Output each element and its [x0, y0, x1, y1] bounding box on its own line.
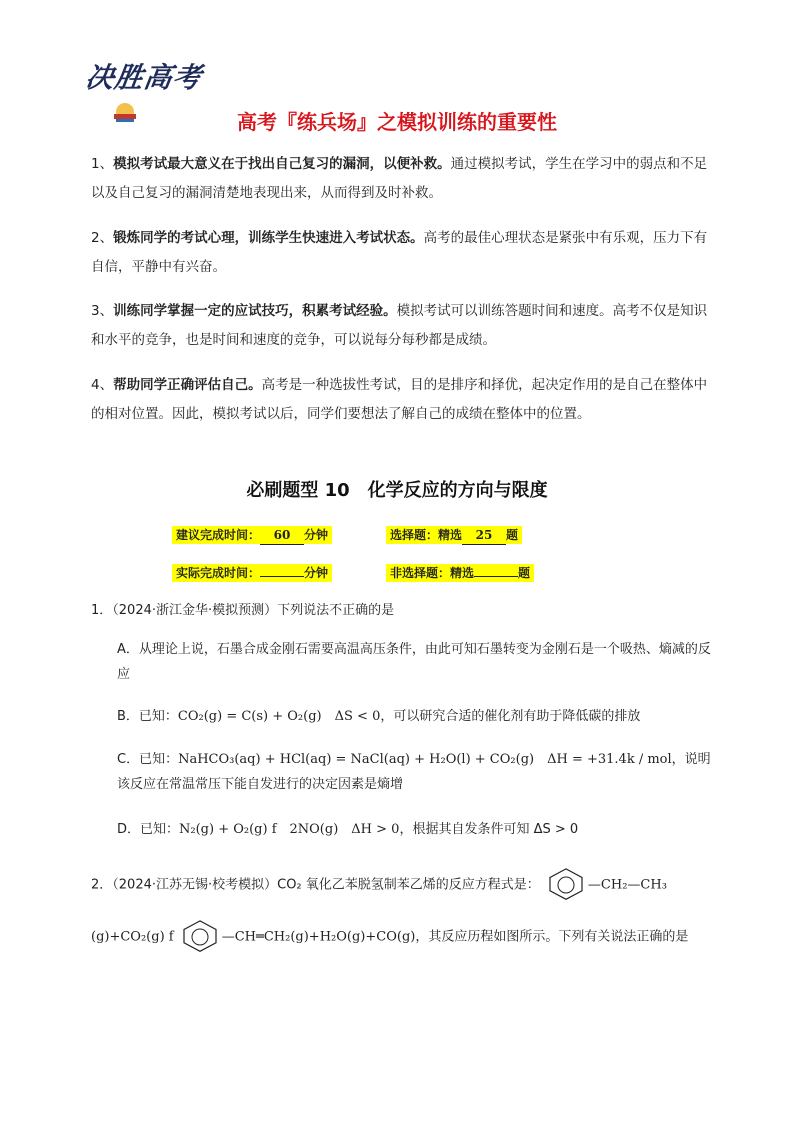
benzene-ring-icon [544, 868, 588, 902]
question-1-option-b: B．已知：CO₂(g) = C(s) + O₂(g) ΔS < 0，可以研究合适的催化剂有助于降低碳的排放 [117, 709, 641, 724]
question-1-option-c: C．已知：NaHCO₃(aq) + HCl(aq) = NaCl(aq) + H₂O(l) + CO₂(g) ΔH = +31.4k / mol，说明该反应在常温常压下能自发进行的决定因素是熵增 [117, 752, 711, 792]
question-1-option-a: A．从理论上说，石墨合成金刚石需要高温高压条件，由此可知石墨转变为金刚石是一个吸热、熵减的反应 [117, 642, 711, 682]
intro-paragraph-3: 3、训练同学掌握一定的应试技巧，积累考试经验。模拟考试可以训练答题时间和速度。高考不仅是知识和水平的竞争，也是时间和速度的竞争，可以说每分每秒都是成绩。 [91, 303, 708, 348]
question-1-stem: 1．（2024·浙江金华·模拟预测）下列说法不正确的是 [91, 603, 395, 618]
main-title: 高考『练兵场』之模拟训练的重要性 [237, 110, 557, 134]
intro-paragraph-4: 4、帮助同学正确评估自己。高考是一种选拔性考试，目的是排序和择优，起决定作用的是自己在整体中的相对位置。因此，模拟考试以后，同学们要想法了解自己的成绩在整体中的位置。 [91, 377, 708, 422]
actual-time: 实际完成时间： 分钟 [172, 564, 332, 582]
benzene-ring-icon [178, 920, 222, 954]
intro-paragraph-2: 2、锻炼同学的考试心理，训练学生快速进入考试状态。高考的最佳心理状态是紧张中有乐观，压力下有自信，平静中有兴奋。 [91, 230, 708, 275]
section-title: 必刷题型 10 化学反应的方向与限度 [246, 480, 548, 501]
question-2-stem: 2．（2024·江苏无锡·校考模拟）CO₂ 氧化乙苯脱氢制苯乙烯的反应方程式是： —CH₂—CH₃ [91, 868, 731, 902]
logo-text: 决胜高考 [83, 61, 205, 94]
suggested-time: 建议完成时间： 60 分钟 [172, 526, 332, 544]
question-1-option-d: D．已知：N₂(g) + O₂(g) f 2NO(g) ΔH > 0，根据其自发条件可知 ΔS > 0 [117, 822, 579, 837]
intro-paragraph-1: 1、模拟考试最大意义在于找出自己复习的漏洞，以便补救。通过模拟考试，学生在学习中的弱点和不足以及自己复习的漏洞清楚地表现出来，从而得到及时补救。 [91, 156, 708, 201]
question-2-equation: (g)+CO₂(g) f —CH═CH₂(g)+H₂O(g)+CO(g)，其反应历程如图所示。下列有关说法正确的是 [91, 920, 731, 954]
non-choice-count: 非选择题：精选 题 [386, 564, 534, 582]
choice-count: 选择题：精选 25 题 [386, 526, 522, 544]
